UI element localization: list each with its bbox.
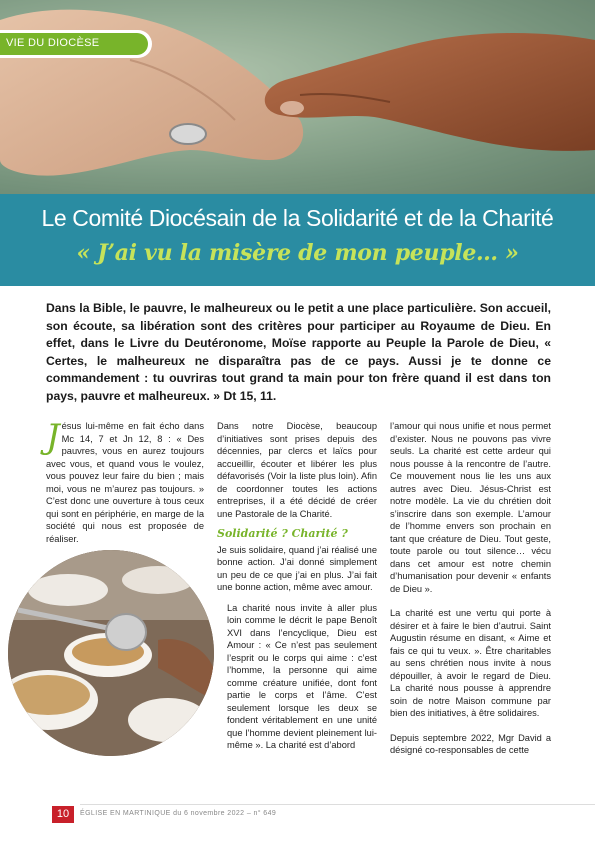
column-2 [217, 420, 377, 752]
footer-rule [80, 804, 595, 805]
column-3-paragraph-1: l’amour qui nous unifie et nous permet d’exister. Nous ne pouvons pas vivre seuls. La charité est cette ardeur qui nous pousse à la rencontre de l’autre. Ce mouvement nous lie les uns aux autres avec Dieu. Jésus-Christ est notre modèle. La vie du chrétien doit s’inscrire dans son exemple. L’amour de l’homme envers son prochain en tant que créature de Dieu. Tout geste, toute parole ou tout silence… vécu dans cet amour est notre chemin d’humanisation pour devenir « enfants de Dieu ». [390, 421, 551, 594]
soup-illustration [8, 550, 214, 756]
subheading: Solidarité ? Charité ? [217, 527, 348, 540]
column-2-paragraph-1: Dans notre Diocèse, beaucoup d’initiatives sont prises depuis des décennies, par clercs et laïcs pour accueillir, écouter et libérer les plus défavorisés (Voir la liste plus loin). Afin de coordonner toutes les actions entreprises, il a été décidé de créer une Pastorale de la Charité. [217, 421, 377, 519]
page-footer [0, 804, 595, 824]
page-number: 10 [52, 806, 74, 823]
intro-paragraph: Dans la Bible, le pauvre, le malheureux ou le petit a une place particulière. Son accueil, son écoute, sa libération sont des critères pour participer au Royaume de Dieu. En effet, dans le Livre du Deutéronome, Moïse rapporte au Peuple la Parole de Dieu, « Certes, le malheureux ne disparaîtra pas de ce pays. Aussi je te donne ce commandement : tu ouvriras tout grand ta main pour ton frère quand il est dans ton pays, pauvre et malheureux. » Dt 15, 11. [46, 301, 551, 403]
column-1-paragraph: ésus lui-même en fait écho dans Mc 14, 7 et Jn 12, 8 : « Des pauvres, vous en aurez toujours avec vous, et quand vous le voulez, vous pouvez leur faire du bien ; mais moi, vous ne m’aurez pas toujours. » C’est donc une ouverture à tous ceux qui sont en périphérie, en marge de la société qui nous est proposée de réaliser. [46, 421, 204, 544]
title-banner [0, 194, 595, 286]
column-3-paragraph-3: Depuis septembre 2022, Mgr David a désigné co-responsables de cette [390, 732, 551, 755]
article-quote: « J’ai vu la misère de mon peuple… » [76, 240, 519, 266]
drop-cap: J [46, 417, 60, 457]
column-2-paragraph-3: La charité nous invite à aller plus loin comme le décrit le pape Benoît XVI dans l’encyclique, Dieu est Amour : « Ce n’est pas seulement l’esprit ou le corps qui aime : c’est l’homme, la personne qui aime comme créature unifiée, dont font partie le corps et l’âme. C’est seulement lorsque les deux se fondent véritablement en une unité que l’homme devient pleinement lui-même ». La charité est d’abord [227, 602, 377, 750]
publication-info: ÉGLISE EN MARTINIQUE du 6 novembre 2022 – n° 649 [80, 810, 277, 817]
article-title: Le Comité Diocésain de la Solidarité et de la Charité [41, 205, 554, 231]
column-3-paragraph-2: La charité est une vertu qui porte à désirer et à faire le bien d’autrui. Saint Augustin résume en disant, « Aime et fais ce qui tu veux. ». Être charitables au sens chrétien nous invite à nous dépouiller, à avoir le regard de Dieu. La charité nous pousse à apprendre soin de notre Maison commune par bien des initiatives, à être solidaires. [390, 608, 551, 718]
column-2-paragraph-2: Je suis solidaire, quand j’ai réalisé une bonne action. J’ai donné simplement un peu de ce que j’ai en plus. J’ai fait une bonne action, même avec amour. [217, 544, 377, 592]
hero-photo [0, 0, 595, 194]
soup-photo [8, 550, 214, 756]
column-3 [390, 420, 551, 757]
section-tag-label: VIE DU DIOCÈSE [6, 37, 100, 49]
section-tag [0, 30, 152, 58]
column-1 [46, 417, 204, 545]
